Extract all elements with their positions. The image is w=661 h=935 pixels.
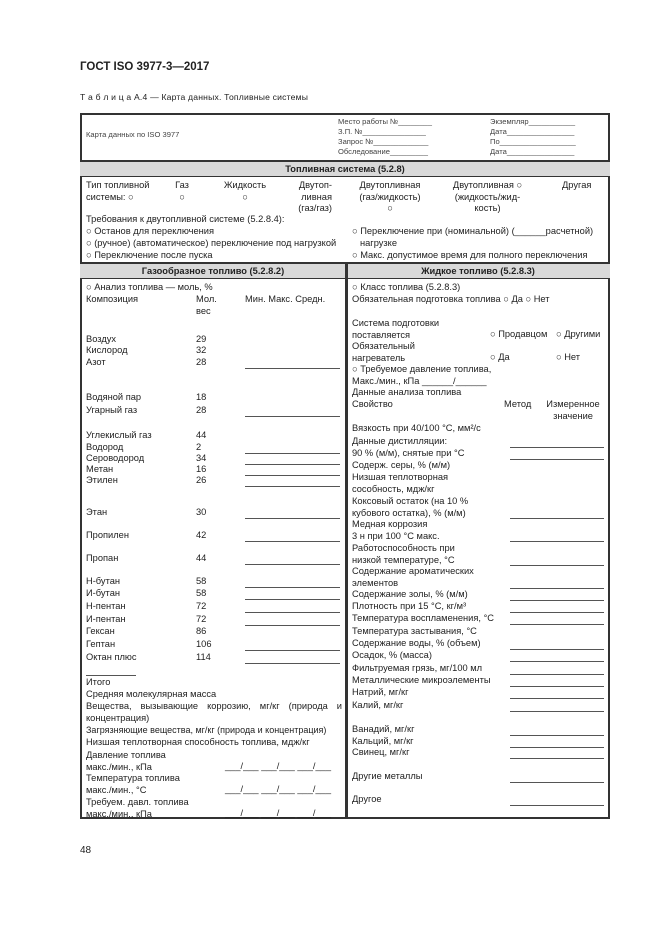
range-input[interactable]: ___/___ ___/___ ___/___ <box>225 784 331 794</box>
gas-fuel-header: Газообразное топливо (5.2.8.2) <box>80 262 346 279</box>
req-option[interactable]: ○ Макс. допустимое время для полного переключения <box>352 250 588 260</box>
component-name: И-пентан <box>86 614 126 624</box>
property-input-line[interactable] <box>510 624 604 625</box>
column-divider <box>345 262 348 819</box>
fuel-type-dual-gas-liquid[interactable]: Двутопливная (газ/жидкость) ○ <box>359 180 421 213</box>
card-title: Карта данных по ISO 3977 <box>86 130 180 139</box>
page-number: 48 <box>80 845 92 856</box>
liquid-fuel-header: Жидкое топливо (5.2.8.3) <box>346 262 610 279</box>
component-mw: 34 <box>196 453 207 463</box>
component-mw: 28 <box>196 405 207 415</box>
corrosive-label: Вещества, вызывающие коррозию, мг/кг (природа и концентрация) <box>86 701 342 723</box>
component-mw: 26 <box>196 475 207 485</box>
component-mw: 44 <box>196 553 207 563</box>
fuel-type-dual-liquid-liquid[interactable]: Двутопливная ○ (жидкость/жид- кость) <box>452 180 523 213</box>
header-field[interactable]: Запрос №_____________ <box>338 137 429 146</box>
fuel-type-dual-gas-gas[interactable]: Двутоп- ливная (газ/газ) <box>298 180 332 213</box>
property-label: Натрий, мг/кг <box>352 687 409 697</box>
property-input-line[interactable] <box>510 518 604 519</box>
property-label: Низшая теплотворная сособность, мдж/кг <box>352 472 449 494</box>
header-field[interactable]: По__________________ <box>490 137 576 146</box>
component-mw: 72 <box>196 601 207 611</box>
property-input-line[interactable] <box>510 735 604 736</box>
property-label: Свинец, мг/кг <box>352 747 410 757</box>
col-composition: Композиция <box>86 294 139 304</box>
fuel-system-header: Топливная система (5.2.8) <box>80 160 610 177</box>
component-name: Пропилен <box>86 530 129 540</box>
component-name: Этан <box>86 507 108 517</box>
value-input-line[interactable] <box>245 486 340 487</box>
value-input-line[interactable] <box>245 416 340 417</box>
value-input-line[interactable] <box>245 453 340 454</box>
property-input-line[interactable] <box>510 541 604 542</box>
component-mw: 18 <box>196 392 207 402</box>
property-input-line[interactable] <box>510 747 604 748</box>
property-label: Калий, мг/кг <box>352 700 404 710</box>
prep-required-option[interactable]: Обязательная подготовка топлива ○ Да ○ Нет <box>352 294 550 304</box>
component-mw: 72 <box>196 614 207 624</box>
property-label: Медная коррозия 3 н при 100 °С макс. <box>352 519 440 541</box>
value-input-line[interactable] <box>245 612 340 613</box>
range-label: Давление топлива макс./мин., кПа <box>86 750 166 772</box>
component-name: Сероводород <box>86 453 145 463</box>
lhv-label: Низшая теплотворная способность топлива, мдж/кг <box>86 737 310 747</box>
component-name: Углекислый газ <box>86 430 152 440</box>
component-mw: 2 <box>196 442 202 452</box>
property-label: Другие металлы <box>352 771 423 781</box>
property-input-line[interactable] <box>510 758 604 759</box>
dual-fuel-requirements-title: Требования к двутопливной системе (5.2.8.4): <box>86 214 285 224</box>
property-label: Температура воспламенения, °С <box>352 613 494 623</box>
property-label: Фильтруемая грязь, мг/100 мл <box>352 663 483 673</box>
req-option[interactable]: ○ (ручное) (автоматическое) переключение под нагрузкой <box>86 238 337 248</box>
component-mw: 58 <box>196 588 207 598</box>
property-input-line[interactable] <box>510 698 604 699</box>
contaminants-label: Загрязняющие вещества, мг/кг (природа и концентрация) <box>86 725 327 735</box>
req-option[interactable]: ○ Переключение при (номинальной) (______расчетной) <box>352 226 594 236</box>
component-mw: 42 <box>196 530 207 540</box>
component-name: Азот <box>86 357 106 367</box>
range-label: Температура топлива макс./мин., °С <box>86 773 180 795</box>
analysis-label: Данные анализа топлива <box>352 387 462 397</box>
separator-line <box>86 675 136 676</box>
property-label: Данные дистилляции: <box>352 436 448 446</box>
req-option-cont: нагрузке <box>360 238 398 248</box>
col-property: Свойство <box>352 399 393 409</box>
property-input-line[interactable] <box>510 661 604 662</box>
component-name: Гексан <box>86 626 115 636</box>
header-field[interactable]: Обследование_________ <box>338 147 428 156</box>
req-option[interactable]: ○ Переключение после пуска <box>86 250 213 260</box>
gas-analysis-option[interactable]: ○ Анализ топлива — моль, % <box>86 282 213 292</box>
col-method: Метод <box>504 399 532 409</box>
standard-title: ГОСТ ISO 3977-3—2017 <box>80 61 210 73</box>
prep-other-option[interactable]: ○ Другими <box>556 329 601 339</box>
value-input-line[interactable] <box>245 599 340 600</box>
property-label: Плотность при 15 °С, кг/м³ <box>352 601 467 611</box>
component-name: Октан плюс <box>86 652 137 662</box>
heater-no-option[interactable]: ○ Нет <box>556 352 581 362</box>
component-mw: 58 <box>196 576 207 586</box>
property-input-line[interactable] <box>510 612 604 613</box>
prep-system-label: Система подготовки поставляется <box>352 318 440 340</box>
component-name: И-бутан <box>86 588 121 598</box>
header-field[interactable]: Место работы №________ <box>338 117 432 126</box>
header-field[interactable]: З.П. №_______________ <box>338 127 426 136</box>
col-measured-value: Измеренное значение <box>546 399 600 421</box>
property-input-line[interactable] <box>510 674 604 675</box>
component-name: Пропан <box>86 553 119 563</box>
property-input-line[interactable] <box>510 782 604 783</box>
component-name: Этилен <box>86 475 118 485</box>
property-input-line[interactable] <box>510 588 604 589</box>
total-label: Итого <box>86 677 111 687</box>
property-label: Работоспособность при низкой температуре, °С <box>352 543 455 565</box>
value-input-line[interactable] <box>245 625 340 626</box>
property-label: Температура застывания, °С <box>352 626 477 636</box>
property-label: 90 % (м/м), снятые при °С <box>352 448 465 458</box>
property-label: Ванадий, мг/кг <box>352 724 415 734</box>
value-input-line[interactable] <box>245 368 340 369</box>
property-label: Содержание ароматических элементов <box>352 566 474 588</box>
value-input-line[interactable] <box>245 518 340 519</box>
avg-mass-label: Средняя молекулярная масса <box>86 689 217 699</box>
header-field[interactable]: Дата________________ <box>490 127 575 136</box>
fuel-type-label[interactable]: Тип топливной системы: ○ <box>86 180 150 202</box>
component-mw: 16 <box>196 464 207 474</box>
component-mw: 28 <box>196 357 207 367</box>
fuel-type-liquid[interactable]: Жидкость ○ <box>223 180 267 202</box>
component-mw: 32 <box>196 345 207 355</box>
header-field[interactable]: Дата________________ <box>490 147 575 156</box>
range-input[interactable]: ___/___ ___/___ ___/___ <box>225 761 331 771</box>
col-molecular-weight: Мол. вес <box>196 294 217 316</box>
component-name: Н-бутан <box>86 576 121 586</box>
req-option[interactable]: ○ Останов для переключения <box>86 226 214 236</box>
component-mw: 30 <box>196 507 207 517</box>
property-label: Коксовый остаток (на 10 % кубового остатка), % (м/м) <box>352 496 469 518</box>
fuel-type-gas[interactable]: Газ ○ <box>175 180 189 202</box>
col-min-max-avg: Мин. Макс. Средн. <box>245 294 326 304</box>
component-mw: 106 <box>196 639 212 649</box>
property-label: Кальций, мг/кг <box>352 736 414 746</box>
value-input-line[interactable] <box>245 587 340 588</box>
component-name: Н-пентан <box>86 601 126 611</box>
component-name: Угарный газ <box>86 405 138 415</box>
property-label: Металлические микроэлементы <box>352 675 491 685</box>
value-input-line[interactable] <box>245 650 340 651</box>
value-input-line[interactable] <box>245 541 340 542</box>
value-input-line[interactable] <box>245 663 340 664</box>
header-field[interactable]: Экземпляр___________ <box>490 117 576 126</box>
component-mw: 86 <box>196 626 207 636</box>
component-mw: 114 <box>196 652 211 662</box>
prep-vendor-option[interactable]: ○ Продавцом <box>490 329 548 339</box>
component-name: Воздух <box>86 334 117 344</box>
property-label: Содержание воды, % (объем) <box>352 638 481 648</box>
component-name: Водород <box>86 442 124 452</box>
fuel-type-other[interactable]: Другая <box>562 180 592 190</box>
property-input-line[interactable] <box>510 649 604 650</box>
property-label: Осадок, % (масса) <box>352 650 432 660</box>
property-label: Содерж. серы, % (м/м) <box>352 460 451 470</box>
value-input-line[interactable] <box>245 464 340 465</box>
heater-label: Обязательный нагреватель <box>352 341 415 363</box>
component-name: Водяной пар <box>86 392 142 402</box>
component-mw: 29 <box>196 334 207 344</box>
table-caption: Т а б л и ц а А.4 — Карта данных. Топливные системы <box>80 92 309 102</box>
required-pressure-option[interactable]: ○ Требуемое давление топлива, Макс./мин., кПа ______/______ <box>352 364 492 386</box>
fuel-class-option[interactable]: ○ Класс топлива (5.2.8.3) <box>352 282 461 292</box>
property-input-line[interactable] <box>510 459 604 460</box>
value-input-line[interactable] <box>245 564 340 565</box>
property-input-line[interactable] <box>510 600 604 601</box>
property-input-line[interactable] <box>510 686 604 687</box>
property-input-line[interactable] <box>510 711 604 712</box>
heater-yes-option[interactable]: ○ Да <box>490 352 510 362</box>
component-name: Гептан <box>86 639 116 649</box>
value-input-line[interactable] <box>245 475 340 476</box>
range-label: Требуем. давл. топлива макс./мин., кПа <box>86 797 189 819</box>
range-input[interactable]: ___/___ ___/___ ___/___ <box>225 808 331 818</box>
viscosity-label: Вязкость при 40/100 °С, мм²/с <box>352 423 481 433</box>
component-name: Кислород <box>86 345 128 355</box>
property-input-line[interactable] <box>510 805 604 806</box>
property-input-line[interactable] <box>510 447 604 448</box>
property-input-line[interactable] <box>510 565 604 566</box>
property-label: Содержание золы, % (м/м) <box>352 589 468 599</box>
property-label: Другое <box>352 794 382 804</box>
component-name: Метан <box>86 464 114 474</box>
component-mw: 44 <box>196 430 207 440</box>
